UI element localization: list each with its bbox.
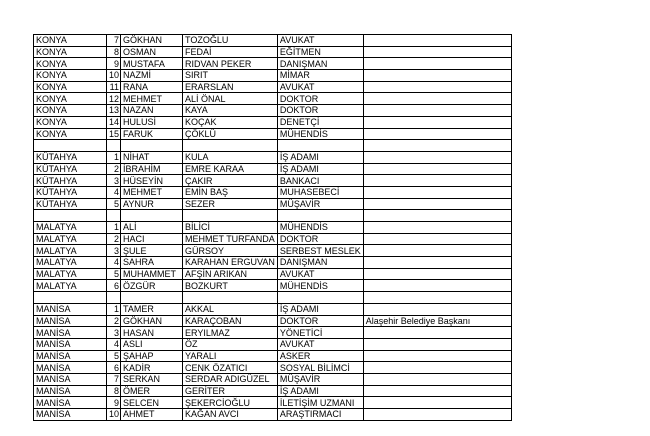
profession-cell: İLETİŞİM UZMANI <box>277 397 363 409</box>
table-row <box>34 175 512 187</box>
last-name-cell: MEHMET TURFANDA <box>183 233 278 245</box>
first-name-cell <box>121 292 183 304</box>
city-cell: MANİSA <box>34 338 107 350</box>
city-cell: KONYA <box>34 46 107 58</box>
profession-cell: MUHASEBECİ <box>277 186 363 198</box>
last-name-cell: ÖZ <box>183 338 278 350</box>
table-row <box>34 350 512 362</box>
number-cell: 4 <box>107 338 121 350</box>
profession-cell: AVUKAT <box>277 268 363 280</box>
last-name-cell: BİLİCİ <box>183 222 278 234</box>
candidate-table <box>33 34 512 421</box>
number-cell: 8 <box>107 46 121 58</box>
note-cell <box>363 151 511 163</box>
table-row <box>34 46 512 58</box>
profession-cell: SOSYAL BİLİMCİ <box>277 362 363 374</box>
first-name-cell: SELCEN <box>121 397 183 409</box>
profession-cell: ARAŞTIRMACI <box>277 409 363 421</box>
last-name-cell <box>183 210 278 222</box>
note-cell <box>363 257 511 269</box>
profession-cell <box>277 210 363 222</box>
table-row <box>34 362 512 374</box>
city-cell: KÜTAHYA <box>34 151 107 163</box>
note-cell <box>363 303 511 315</box>
city-cell: MALATYA <box>34 245 107 257</box>
number-cell: 6 <box>107 280 121 292</box>
profession-cell <box>277 140 363 152</box>
table-row <box>34 327 512 339</box>
first-name-cell: İBRAHİM <box>121 163 183 175</box>
note-cell <box>363 350 511 362</box>
last-name-cell: SERDAR ADIGÜZEL <box>183 373 278 385</box>
city-cell: KÜTAHYA <box>34 175 107 187</box>
table-row <box>34 245 512 257</box>
first-name-cell: ASLI <box>121 338 183 350</box>
number-cell: 14 <box>107 116 121 128</box>
profession-cell: MÜHENDİS <box>277 280 363 292</box>
last-name-cell: EMİN BAŞ <box>183 186 278 198</box>
first-name-cell: GÖKHAN <box>121 35 183 47</box>
city-cell: MANİSA <box>34 303 107 315</box>
note-cell <box>363 397 511 409</box>
note-cell <box>363 128 511 140</box>
note-cell <box>363 70 511 82</box>
first-name-cell: SAHRA <box>121 257 183 269</box>
table-row <box>34 93 512 105</box>
table-row <box>34 373 512 385</box>
note-cell <box>363 175 511 187</box>
table-row <box>34 81 512 93</box>
number-cell: 2 <box>107 315 121 327</box>
city-cell: KONYA <box>34 58 107 70</box>
note-cell <box>363 327 511 339</box>
city-cell: MANİSA <box>34 315 107 327</box>
note-cell <box>363 373 511 385</box>
profession-cell: ASKER <box>277 350 363 362</box>
first-name-cell: MUHAMMET <box>121 268 183 280</box>
note-cell: Alaşehir Belediye Başkanı <box>363 315 511 327</box>
number-cell: 10 <box>107 409 121 421</box>
profession-cell: MÜŞAVİR <box>277 198 363 210</box>
first-name-cell: AYNUR <box>121 198 183 210</box>
city-cell: KONYA <box>34 70 107 82</box>
number-cell: 13 <box>107 105 121 117</box>
city-cell: KONYA <box>34 81 107 93</box>
table-body <box>34 35 512 421</box>
table-row <box>34 268 512 280</box>
first-name-cell: MEHMET <box>121 186 183 198</box>
profession-cell: İŞ ADAMI <box>277 163 363 175</box>
last-name-cell: RIDVAN PEKER <box>183 58 278 70</box>
table-row <box>34 198 512 210</box>
number-cell: 10 <box>107 70 121 82</box>
note-cell <box>363 105 511 117</box>
city-cell: KÜTAHYA <box>34 163 107 175</box>
number-cell: 9 <box>107 397 121 409</box>
number-cell: 9 <box>107 58 121 70</box>
number-cell: 5 <box>107 268 121 280</box>
city-cell: MANİSA <box>34 409 107 421</box>
table-row <box>34 105 512 117</box>
number-cell: 1 <box>107 151 121 163</box>
last-name-cell <box>183 140 278 152</box>
first-name-cell: HÜSEYİN <box>121 175 183 187</box>
last-name-cell: ÇAKIR <box>183 175 278 187</box>
table-row <box>34 222 512 234</box>
profession-cell: DANIŞMAN <box>277 58 363 70</box>
number-cell: 6 <box>107 362 121 374</box>
profession-cell: BANKACI <box>277 175 363 187</box>
number-cell: 2 <box>107 163 121 175</box>
city-cell: MALATYA <box>34 268 107 280</box>
note-cell <box>363 222 511 234</box>
first-name-cell: GÖKHAN <box>121 315 183 327</box>
first-name-cell: SERKAN <box>121 373 183 385</box>
first-name-cell: RANA <box>121 81 183 93</box>
city-cell: MANİSA <box>34 385 107 397</box>
table-row <box>34 385 512 397</box>
profession-cell: YÖNETİCİ <box>277 327 363 339</box>
first-name-cell: AHMET <box>121 409 183 421</box>
first-name-cell: HULUSİ <box>121 116 183 128</box>
city-cell: KONYA <box>34 116 107 128</box>
table-row <box>34 116 512 128</box>
number-cell: 11 <box>107 81 121 93</box>
first-name-cell: ŞAHAP <box>121 350 183 362</box>
note-cell <box>363 268 511 280</box>
number-cell: 4 <box>107 186 121 198</box>
first-name-cell: NAZAN <box>121 105 183 117</box>
profession-cell <box>277 292 363 304</box>
first-name-cell: NİHAT <box>121 151 183 163</box>
last-name-cell: GERİTER <box>183 385 278 397</box>
city-cell: KÜTAHYA <box>34 198 107 210</box>
profession-cell: EĞİTMEN <box>277 46 363 58</box>
first-name-cell <box>121 210 183 222</box>
last-name-cell: YARALI <box>183 350 278 362</box>
note-cell <box>363 292 511 304</box>
number-cell: 4 <box>107 257 121 269</box>
last-name-cell: SEZER <box>183 198 278 210</box>
note-cell <box>363 163 511 175</box>
city-cell: KÜTAHYA <box>34 186 107 198</box>
number-cell: 12 <box>107 93 121 105</box>
table-row <box>34 58 512 70</box>
note-cell <box>363 46 511 58</box>
number-cell <box>107 140 121 152</box>
first-name-cell: ÖZGÜR <box>121 280 183 292</box>
table-row <box>34 257 512 269</box>
number-cell: 7 <box>107 373 121 385</box>
profession-cell: DOKTOR <box>277 233 363 245</box>
note-cell <box>363 409 511 421</box>
note-cell <box>363 186 511 198</box>
last-name-cell: KARAÇOBAN <box>183 315 278 327</box>
first-name-cell <box>121 140 183 152</box>
note-cell <box>363 140 511 152</box>
first-name-cell: ŞULE <box>121 245 183 257</box>
last-name-cell: KOÇAK <box>183 116 278 128</box>
number-cell: 3 <box>107 327 121 339</box>
last-name-cell: GÜRSOY <box>183 245 278 257</box>
profession-cell: AVUKAT <box>277 81 363 93</box>
note-cell <box>363 35 511 47</box>
table-row <box>34 151 512 163</box>
profession-cell: İŞ ADAMI <box>277 385 363 397</box>
profession-cell: SERBEST MESLEK <box>277 245 363 257</box>
first-name-cell: ALİ <box>121 222 183 234</box>
note-cell <box>363 58 511 70</box>
last-name-cell: ERARSLAN <box>183 81 278 93</box>
city-cell <box>34 292 107 304</box>
table-row <box>34 210 512 222</box>
note-cell <box>363 233 511 245</box>
first-name-cell: OSMAN <box>121 46 183 58</box>
number-cell: 15 <box>107 128 121 140</box>
city-cell <box>34 140 107 152</box>
note-cell <box>363 198 511 210</box>
profession-cell: DENETÇİ <box>277 116 363 128</box>
first-name-cell: TAMER <box>121 303 183 315</box>
last-name-cell: ERYILMAZ <box>183 327 278 339</box>
last-name-cell: KAYA <box>183 105 278 117</box>
city-cell: MANİSA <box>34 373 107 385</box>
table-row <box>34 409 512 421</box>
last-name-cell: SIRIT <box>183 70 278 82</box>
last-name-cell: CENK ÖZATICI <box>183 362 278 374</box>
number-cell: 3 <box>107 245 121 257</box>
table-row <box>34 397 512 409</box>
city-cell: MANİSA <box>34 397 107 409</box>
city-cell: KONYA <box>34 128 107 140</box>
number-cell: 8 <box>107 385 121 397</box>
first-name-cell: MUSTAFA <box>121 58 183 70</box>
profession-cell: MÜŞAVİR <box>277 373 363 385</box>
number-cell: 1 <box>107 222 121 234</box>
last-name-cell: FEDAİ <box>183 46 278 58</box>
table-row <box>34 303 512 315</box>
profession-cell: MÜHENDİS <box>277 128 363 140</box>
note-cell <box>363 385 511 397</box>
profession-cell: MİMAR <box>277 70 363 82</box>
city-cell: MANİSA <box>34 327 107 339</box>
city-cell: MALATYA <box>34 233 107 245</box>
profession-cell: MÜHENDİS <box>277 222 363 234</box>
first-name-cell: ÖMER <box>121 385 183 397</box>
number-cell: 1 <box>107 303 121 315</box>
last-name-cell: BOZKURT <box>183 280 278 292</box>
table-row <box>34 315 512 327</box>
number-cell <box>107 292 121 304</box>
last-name-cell: KARAHAN ERGUVAN <box>183 257 278 269</box>
number-cell <box>107 210 121 222</box>
first-name-cell: HASAN <box>121 327 183 339</box>
last-name-cell: TOZOĞLU <box>183 35 278 47</box>
first-name-cell: HACI <box>121 233 183 245</box>
profession-cell: AVUKAT <box>277 35 363 47</box>
note-cell <box>363 245 511 257</box>
table-row <box>34 186 512 198</box>
table-row <box>34 128 512 140</box>
profession-cell: DOKTOR <box>277 315 363 327</box>
table-row <box>34 140 512 152</box>
city-cell: KONYA <box>34 105 107 117</box>
city-cell: MANİSA <box>34 362 107 374</box>
last-name-cell: EMRE KARAA <box>183 163 278 175</box>
table-row <box>34 338 512 350</box>
last-name-cell: KAĞAN AVCI <box>183 409 278 421</box>
number-cell: 3 <box>107 175 121 187</box>
profession-cell: İŞ ADAMI <box>277 303 363 315</box>
table-row <box>34 280 512 292</box>
city-cell: KONYA <box>34 93 107 105</box>
note-cell <box>363 93 511 105</box>
city-cell: MALATYA <box>34 222 107 234</box>
first-name-cell: MEHMET <box>121 93 183 105</box>
number-cell: 5 <box>107 350 121 362</box>
profession-cell: DOKTOR <box>277 93 363 105</box>
note-cell <box>363 116 511 128</box>
table-row <box>34 163 512 175</box>
table-row <box>34 70 512 82</box>
last-name-cell: AKKAL <box>183 303 278 315</box>
first-name-cell: FARUK <box>121 128 183 140</box>
profession-cell: DANIŞMAN <box>277 257 363 269</box>
note-cell <box>363 81 511 93</box>
city-cell: KONYA <box>34 35 107 47</box>
number-cell: 2 <box>107 233 121 245</box>
note-cell <box>363 338 511 350</box>
last-name-cell: AFŞİN ARIKAN <box>183 268 278 280</box>
last-name-cell: ÇÖKLÜ <box>183 128 278 140</box>
city-cell: MALATYA <box>34 257 107 269</box>
profession-cell: DOKTOR <box>277 105 363 117</box>
profession-cell: AVUKAT <box>277 338 363 350</box>
last-name-cell: KULA <box>183 151 278 163</box>
note-cell <box>363 362 511 374</box>
city-cell: MANİSA <box>34 350 107 362</box>
first-name-cell: NAZMİ <box>121 70 183 82</box>
last-name-cell: ŞEKERCİOĞLU <box>183 397 278 409</box>
profession-cell: İŞ ADAMI <box>277 151 363 163</box>
table-row <box>34 233 512 245</box>
city-cell: MALATYA <box>34 280 107 292</box>
table-row <box>34 35 512 47</box>
city-cell <box>34 210 107 222</box>
first-name-cell: KADİR <box>121 362 183 374</box>
last-name-cell: ALİ ÖNAL <box>183 93 278 105</box>
note-cell <box>363 210 511 222</box>
note-cell <box>363 280 511 292</box>
table-row <box>34 292 512 304</box>
number-cell: 7 <box>107 35 121 47</box>
number-cell: 5 <box>107 198 121 210</box>
last-name-cell <box>183 292 278 304</box>
